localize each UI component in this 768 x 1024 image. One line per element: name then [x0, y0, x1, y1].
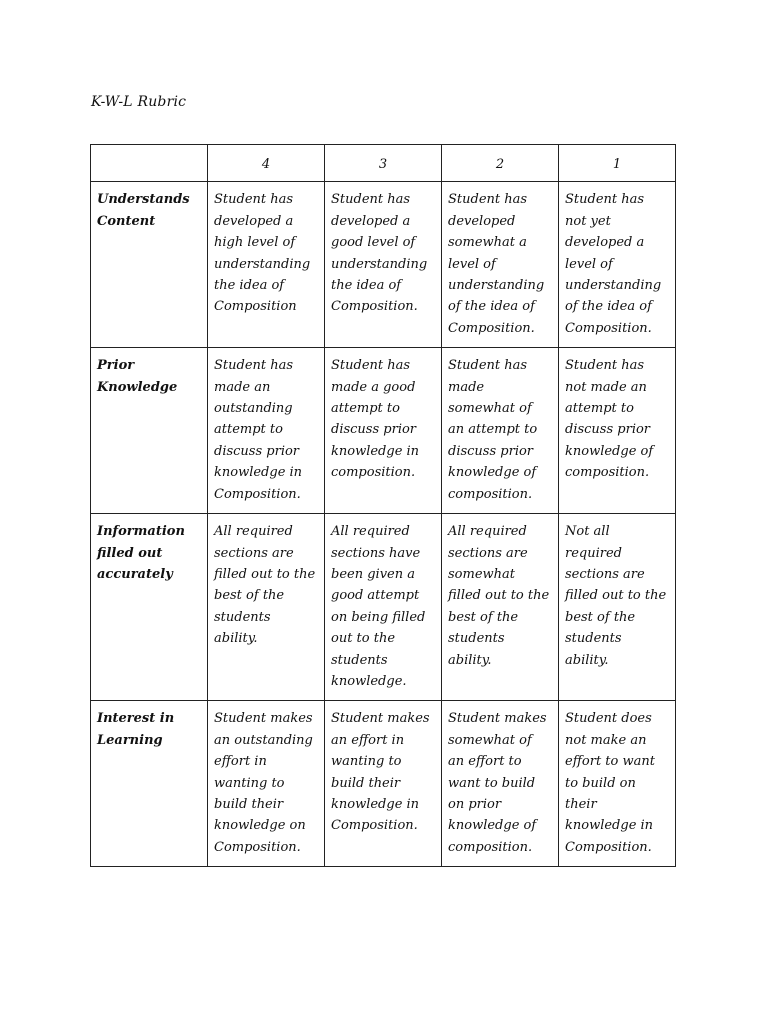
- descriptor-cell: All required sections have been given a good attempt on being filled out to the students knowledge.: [325, 514, 442, 701]
- descriptor-cell: All required sections are somewhat filled out to the best of the students ability.: [442, 514, 559, 701]
- rubric-table: [90, 144, 676, 867]
- descriptor-cell: Student makes somewhat of an effort to want to build on prior knowledge of composition.: [442, 701, 559, 867]
- descriptor-cell: Student has developed somewhat a level of understanding of the idea of Composition.: [442, 182, 559, 348]
- score-header: 1: [559, 145, 676, 182]
- criterion-cell: Information filled out accurately: [91, 514, 208, 701]
- descriptor-cell: Student has made a good attempt to discuss prior knowledge in composition.: [325, 348, 442, 514]
- descriptor-cell: Student makes an effort in wanting to build their knowledge in Composition.: [325, 701, 442, 867]
- descriptor-cell: Student has not made an attempt to discuss prior knowledge of composition.: [559, 348, 676, 514]
- criterion-cell: Interest in Learning: [91, 701, 208, 867]
- score-header: 2: [442, 145, 559, 182]
- score-header: 4: [208, 145, 325, 182]
- table-row: [91, 182, 676, 348]
- table-row: [91, 701, 676, 867]
- descriptor-cell: Student has made somewhat of an attempt to discuss prior knowledge of composition.: [442, 348, 559, 514]
- criterion-cell: Prior Knowledge: [91, 348, 208, 514]
- corner-cell: [91, 145, 208, 182]
- descriptor-cell: All required sections are filled out to the best of the students ability.: [208, 514, 325, 701]
- descriptor-cell: Student has developed a good level of understanding the idea of Composition.: [325, 182, 442, 348]
- descriptor-cell: Student has developed a high level of understanding the idea of Composition: [208, 182, 325, 348]
- criterion-cell: Understands Content: [91, 182, 208, 348]
- descriptor-cell: Student has made an outstanding attempt to discuss prior knowledge in Composition.: [208, 348, 325, 514]
- descriptor-cell: Not all required sections are filled out to the best of the students ability.: [559, 514, 676, 701]
- descriptor-cell: Student does not make an effort to want to build on their knowledge in Composition.: [559, 701, 676, 867]
- table-row: [91, 348, 676, 514]
- descriptor-cell: Student makes an outstanding effort in wanting to build their knowledge on Composition.: [208, 701, 325, 867]
- table-row: [91, 514, 676, 701]
- page-title: K-W-L Rubric: [91, 94, 187, 110]
- score-header: 3: [325, 145, 442, 182]
- score-header-row: [91, 145, 676, 182]
- descriptor-cell: Student has not yet developed a level of understanding of the idea of Composition.: [559, 182, 676, 348]
